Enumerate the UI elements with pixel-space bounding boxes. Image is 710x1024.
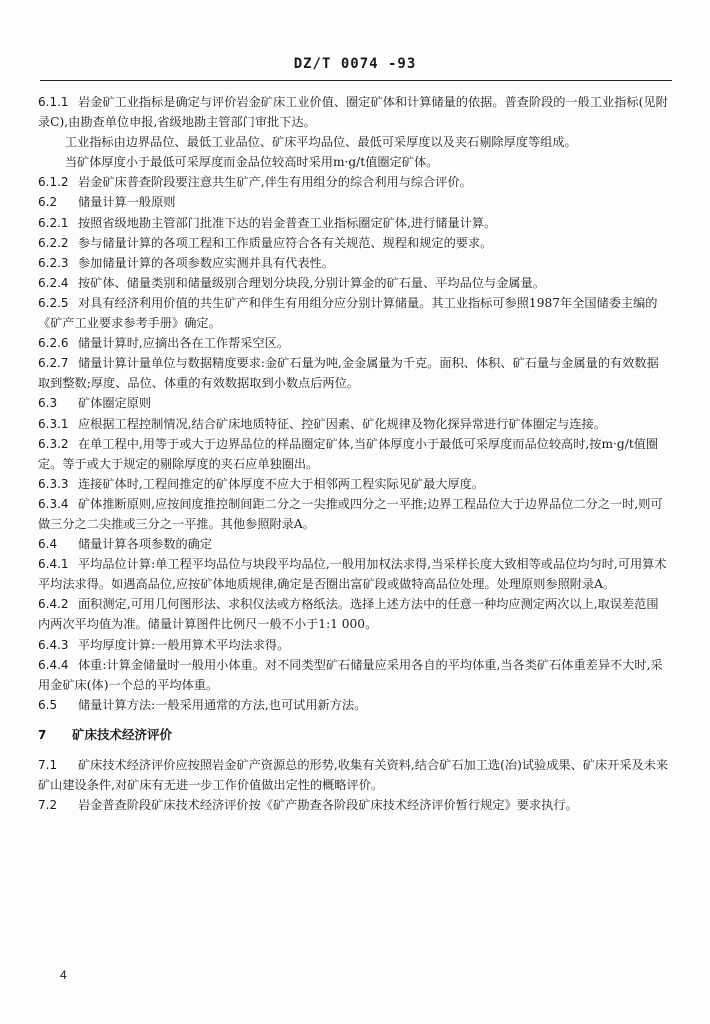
- paragraph: [38, 695, 670, 715]
- document-body: [38, 92, 670, 815]
- clause-text: 按照省级地勘主管部门批准下达的岩金普查工业指标圈定矿体,进行储量计算。: [78, 215, 497, 230]
- paragraph: [38, 92, 670, 132]
- document-code: DZ/T 0074 -93: [293, 56, 417, 72]
- clause-number: 6.1.1: [38, 95, 69, 109]
- section-heading: [38, 192, 670, 212]
- clause-text: 对具有经济利用价值的共生矿产和伴生有用组分应分别计算储量。其工业指标可参照1987年全国储委主编的《矿产工业要求参考手册》确定。: [38, 295, 658, 331]
- paragraph: [38, 655, 670, 695]
- paragraph: [38, 213, 670, 233]
- section-heading: [38, 534, 670, 554]
- clause-number: 6.4: [38, 537, 58, 552]
- clause-text: 储量计算计量单位与数据精度要求:金矿石量为吨,金金属量为千克。面积、体积、矿石量与金属量的有效数据取到整数;厚度、品位、体重的有效数据取到小数点后两位。: [38, 356, 659, 391]
- paragraph: [38, 293, 670, 333]
- clause-number: 6.3.4: [38, 496, 69, 511]
- clause-text: 体重:计算金储量时一般用小体重。对不同类型矿石储量应采用各自的平均体重,当各类矿石体重差异不大时,采用金矿床(体)一个总的平均体重。: [38, 657, 663, 692]
- paragraph: [38, 635, 670, 655]
- chapter-heading: [38, 725, 670, 745]
- paragraph: [38, 152, 670, 172]
- clause-text: 矿体推断原则,应按间度推控制间距二分之一尖推或四分之一平推;边界工程品位大于边界品位二分之一时,则可做三分之二尖推或三分之一平推。其他参照附录A。: [38, 496, 663, 531]
- paragraph: [38, 414, 670, 434]
- clause-number: 6.3.3: [38, 476, 69, 491]
- clause-text: 矿床技术经济评价: [72, 726, 173, 742]
- paragraph: [38, 333, 670, 353]
- clause-number: 6.4.3: [38, 637, 69, 652]
- clause-text: 矿床技术经济评价应按照岩金矿产资源总的形势,收集有关资料,结合矿石加工选(冶)试验成果、矿床开采及未来矿山建设条件,对矿床有无进一步工作价值做出定性的概略评价。: [38, 758, 669, 793]
- clause-number: 6.4.1: [38, 557, 69, 572]
- paragraph: [38, 132, 670, 152]
- paragraph: [38, 795, 670, 815]
- clause-number: 6.2.5: [38, 295, 69, 310]
- clause-text: 按矿体、储量类别和储量级别合理划分块段,分别计算金的矿石量、平均品位与金属量。: [78, 275, 545, 290]
- clause-text: 当矿体厚度小于最低可采厚度而金品位较高时采用m·g/t值圈定矿体。: [64, 155, 439, 170]
- clause-text: 工业指标由边界品位、最低工业品位、矿床平均品位、最低可采厚度以及夹石剔除厚度等组成。: [64, 135, 577, 150]
- clause-text: 连接矿体时,工程间推定的矿体厚度不应大于相邻两工程实际见矿最大厚度。: [78, 476, 485, 491]
- clause-text: 平均厚度计算:一般用算术平均法求得。: [78, 637, 290, 652]
- clause-number: 6.2: [38, 195, 58, 210]
- clause-text: 岩金普查阶段矿床技术经济评价按《矿产勘查各阶段矿床技术经济评价暂行规定》要求执行。: [78, 798, 578, 813]
- section-heading: [38, 393, 670, 413]
- page-number: 4: [60, 968, 67, 982]
- clause-number: 6.2.2: [38, 235, 69, 250]
- clause-number: 6.4.4: [38, 657, 69, 672]
- clause-text: 在单工程中,用等于或大于边界品位的样品圈定矿体,当矿体厚度小于最低可采厚度而品位较高时,按m·g/t值圈定。等于或大于规定的剔除厚度的夹石应单独圈出。: [38, 436, 659, 471]
- paragraph: [38, 474, 670, 494]
- paragraph: [38, 594, 670, 634]
- clause-number: 6.1.2: [38, 175, 69, 190]
- paragraph: [38, 434, 670, 474]
- clause-text: 储量计算方法:一般采用通常的方法,也可试用新方法。: [78, 697, 367, 712]
- clause-text: 岩金矿床普查阶段要注意共生矿产,伴生有用组分的综合利用与综合评价。: [78, 175, 472, 190]
- clause-number: 6.4.2: [38, 597, 69, 612]
- clause-text: 岩金矿工业指标是确定与评价岩金矿床工业价值、圈定矿体和计算储量的依据。普查阶段的一般工业指标(见附录C),由勘查单位申报,省级地勘主管部门审批下达。: [38, 95, 668, 130]
- clause-text: 储量计算一般原则: [78, 195, 176, 210]
- clause-number: 6.2.1: [38, 215, 69, 230]
- clause-text: 储量计算时,应摘出各在工作帮采空区。: [78, 336, 290, 351]
- clause-number: 7.1: [38, 758, 58, 772]
- clause-number: 6.3.1: [38, 416, 69, 431]
- clause-text: 参加储量计算的各项参数应实测并具有代表性。: [78, 255, 334, 270]
- header-rule: [40, 80, 672, 81]
- clause-text: 面积测定,可用几何图形法、求积仪法或方格纸法。选择上述方法中的任意一种均应测定两次以上,取误差范围内两次平均值为准。储量计算图件比例尺一般不小于1:1 000。: [38, 597, 659, 632]
- clause-number: 7: [38, 727, 47, 742]
- paragraph: [38, 494, 670, 534]
- clause-text: 参与储量计算的各项工程和工作质量应符合各有关规范、规程和规定的要求。: [78, 235, 493, 250]
- clause-number: 6.3.2: [38, 436, 69, 451]
- paragraph: [38, 253, 670, 273]
- clause-text: 应根据工程控制情况,结合矿床地质特征、控矿因素、矿化规律及物化探异常进行矿体圈定与连接。: [78, 416, 606, 431]
- paragraph: [38, 233, 670, 253]
- paragraph: [38, 172, 670, 192]
- clause-text: 矿体圈定原则: [78, 396, 152, 411]
- clause-number: 6.3: [38, 396, 58, 411]
- clause-number: 6.2.6: [38, 336, 69, 351]
- paragraph: [38, 353, 670, 393]
- clause-number: 6.5: [38, 697, 58, 712]
- paragraph: [38, 273, 670, 293]
- paragraph: [38, 755, 670, 795]
- paragraph: [38, 554, 670, 594]
- clause-number: 7.2: [38, 798, 58, 813]
- clause-number: 6.2.7: [38, 356, 69, 371]
- clause-text: 平均品位计算:单工程平均品位与块段平均品位,一般用加权法求得,当采样长度大致相等或品位均匀时,可用算术平均法求得。如遇高品位,应按矿体地质规律,确定是否圈出富矿段或做特高品位处理。处理原则参照附录A。: [38, 557, 667, 592]
- clause-text: 储量计算各项参数的确定: [78, 537, 213, 552]
- clause-number: 6.2.4: [38, 275, 69, 290]
- clause-number: 6.2.3: [38, 255, 69, 270]
